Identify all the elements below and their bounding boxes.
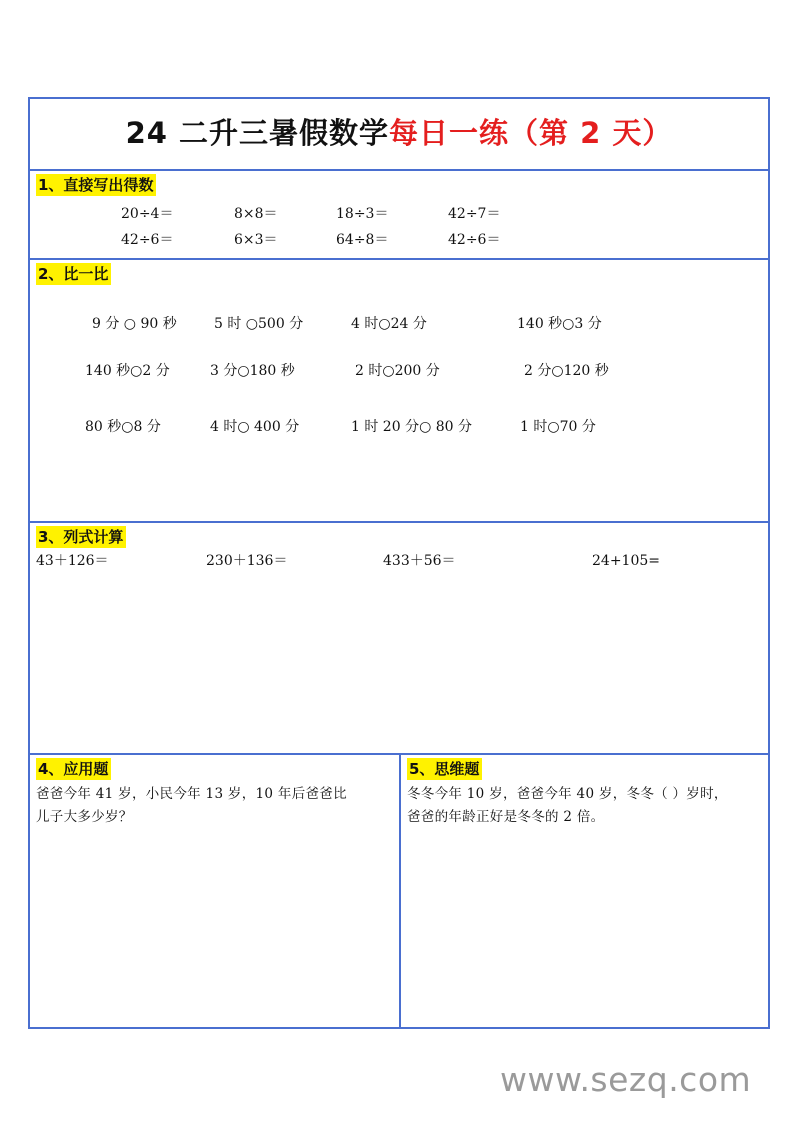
comparison-item: 2 分○120 秒 — [524, 363, 609, 379]
title-main: 24 二升三暑假数学 — [125, 116, 390, 150]
problem-line: 爸爸今年 41 岁，小民今年 13 岁，10 年后爸爸比 — [36, 786, 347, 802]
section-heading: 4、应用题 — [36, 758, 111, 780]
equation: 20÷4＝ — [121, 206, 174, 222]
problem-line: 儿子大多少岁？ — [36, 809, 133, 825]
section-heading: 3、列式计算 — [36, 526, 126, 548]
calc-item: 43＋126＝ — [36, 553, 109, 569]
word-problem-panel — [30, 755, 399, 1027]
equation: 8×8＝ — [234, 206, 278, 222]
problem-line: 冬冬今年 10 岁，爸爸今年 40 岁，冬冬（ ）岁时， — [407, 786, 728, 802]
worksheet-title — [30, 99, 768, 171]
equation: 42÷6＝ — [448, 232, 501, 248]
comparison-item: 5 时 ○500 分 — [214, 316, 304, 332]
equation: 6×3＝ — [234, 232, 278, 248]
word-problem-text — [36, 783, 347, 829]
title-highlight: 每日一练（第 2 天） — [389, 116, 673, 150]
section-mental-math — [30, 171, 768, 260]
comparison-item: 1 时○70 分 — [520, 419, 596, 435]
section-heading: 1、直接写出得数 — [36, 174, 156, 196]
watermark: www.sezq.com — [500, 1060, 752, 1099]
comparison-item: 1 时 20 分○ 80 分 — [351, 419, 473, 435]
comparison-item: 2 时○200 分 — [355, 363, 440, 379]
section-heading: 5、思维题 — [407, 758, 482, 780]
thinking-problem-text — [407, 783, 728, 829]
comparison-item: 140 秒○2 分 — [85, 363, 170, 379]
equation: 42÷6＝ — [121, 232, 174, 248]
equation: 18÷3＝ — [336, 206, 389, 222]
section-vertical-calc — [30, 523, 768, 755]
comparison-item: 9 分 ○ 90 秒 — [92, 316, 177, 332]
comparison-item: 4 时○24 分 — [351, 316, 427, 332]
calc-item: 230＋136＝ — [206, 553, 288, 569]
problem-line: 爸爸的年龄正好是冬冬的 2 倍。 — [407, 809, 605, 825]
section-word-problems — [30, 755, 768, 1027]
thinking-problem-panel — [401, 755, 768, 1027]
comparison-item: 3 分○180 秒 — [210, 363, 295, 379]
calc-item: 433＋56＝ — [383, 553, 456, 569]
comparison-item: 4 时○ 400 分 — [210, 419, 300, 435]
equation: 42÷7＝ — [448, 206, 501, 222]
worksheet-frame — [28, 97, 770, 1029]
comparison-item: 80 秒○8 分 — [85, 419, 161, 435]
calc-item: 24+105= — [592, 553, 660, 569]
section-compare — [30, 260, 768, 523]
equation: 64÷8＝ — [336, 232, 389, 248]
section-heading: 2、比一比 — [36, 263, 111, 285]
comparison-item: 140 秒○3 分 — [517, 316, 602, 332]
